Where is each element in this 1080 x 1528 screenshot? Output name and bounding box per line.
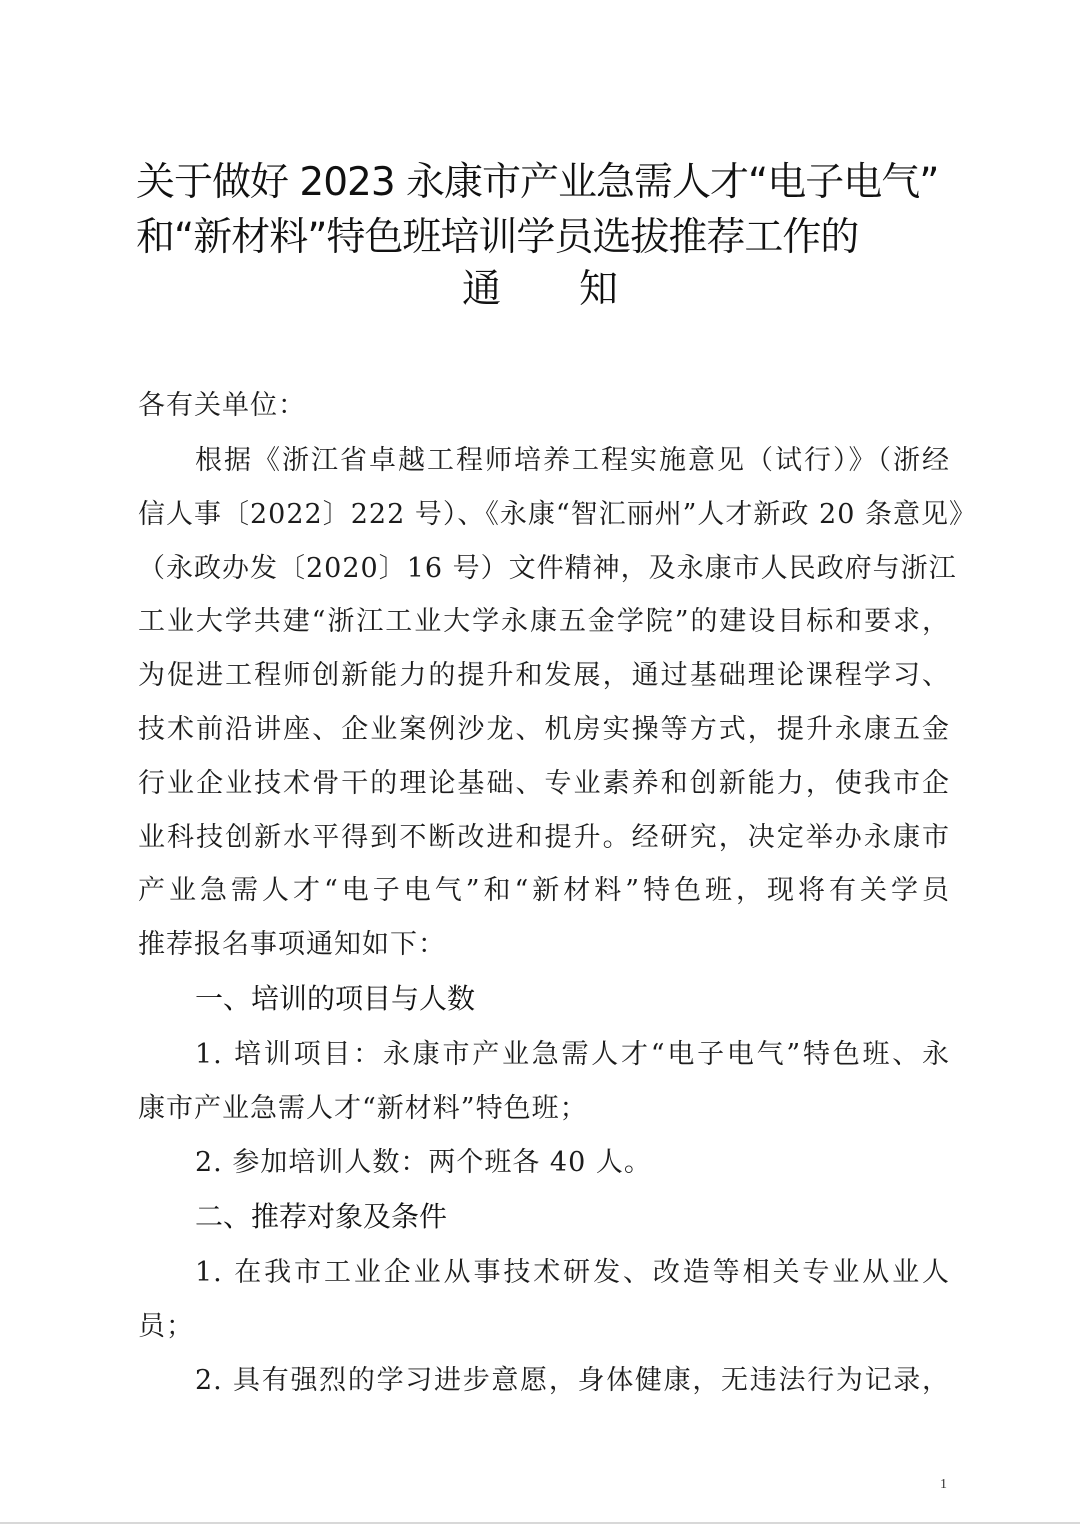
intro-line: （永政办发〔2020〕16 号）文件精神，及永康市人民政府与浙江 bbox=[138, 553, 957, 584]
list-item-line: 康市产业急需人才“新材料”特色班； bbox=[138, 1093, 588, 1124]
document-title-line-1: 关于做好 2023 永康市产业急需人才“电子电气” bbox=[136, 160, 939, 205]
intro-line: 推荐报名事项通知如下： bbox=[138, 929, 446, 960]
intro-line: 工业大学共建“浙江工业大学永康五金学院”的建设目标和要求， bbox=[138, 606, 950, 637]
intro-line: 业科技创新水平得到不断改进和提升。经研究，决定举办永康市 bbox=[138, 822, 950, 853]
intro-line: 技术前沿讲座、企业案例沙龙、机房实操等方式，提升永康五金 bbox=[138, 714, 950, 745]
section-heading-1: 一、培训的项目与人数 bbox=[195, 982, 476, 1015]
section-heading-2: 二、推荐对象及条件 bbox=[195, 1200, 448, 1233]
list-item-line: 2. 具有强烈的学习进步意愿，身体健康，无违法行为记录， bbox=[195, 1365, 950, 1396]
salutation: 各有关单位： bbox=[138, 390, 306, 421]
document-title-line-3 bbox=[0, 267, 1080, 312]
document-title-line-2: 和“新材料”特色班培训学员选拔推荐工作的 bbox=[136, 215, 859, 260]
list-item-line: 1. 在我市工业企业从事技术研发、改造等相关专业从业人 bbox=[195, 1257, 950, 1288]
list-item-line: 1. 培训项目：永康市产业急需人才“电子电气”特色班、永 bbox=[195, 1039, 950, 1070]
page-bottom-edge bbox=[0, 1522, 1080, 1524]
title-char-zhi: 知 bbox=[579, 267, 619, 312]
intro-line: 根据《浙江省卓越工程师培养工程实施意见（试行）》（浙经 bbox=[195, 445, 950, 476]
list-item-line: 员； bbox=[138, 1311, 194, 1342]
list-item-line: 2. 参加培训人数：两个班各 40 人。 bbox=[195, 1147, 652, 1178]
intro-line: 为促进工程师创新能力的提升和发展，通过基础理论课程学习、 bbox=[138, 660, 950, 691]
page-number: 1 bbox=[940, 1477, 947, 1492]
intro-line: 产业急需人才“电子电气”和“新材料”特色班，现将有关学员 bbox=[138, 875, 950, 906]
intro-line: 信人事〔2022〕222 号）、《永康“智汇丽州”人才新政 20 条意见》 bbox=[138, 499, 977, 530]
intro-line: 行业企业技术骨干的理论基础、专业素养和创新能力，使我市企 bbox=[138, 768, 950, 799]
title-char-tong: 通 bbox=[461, 267, 501, 312]
